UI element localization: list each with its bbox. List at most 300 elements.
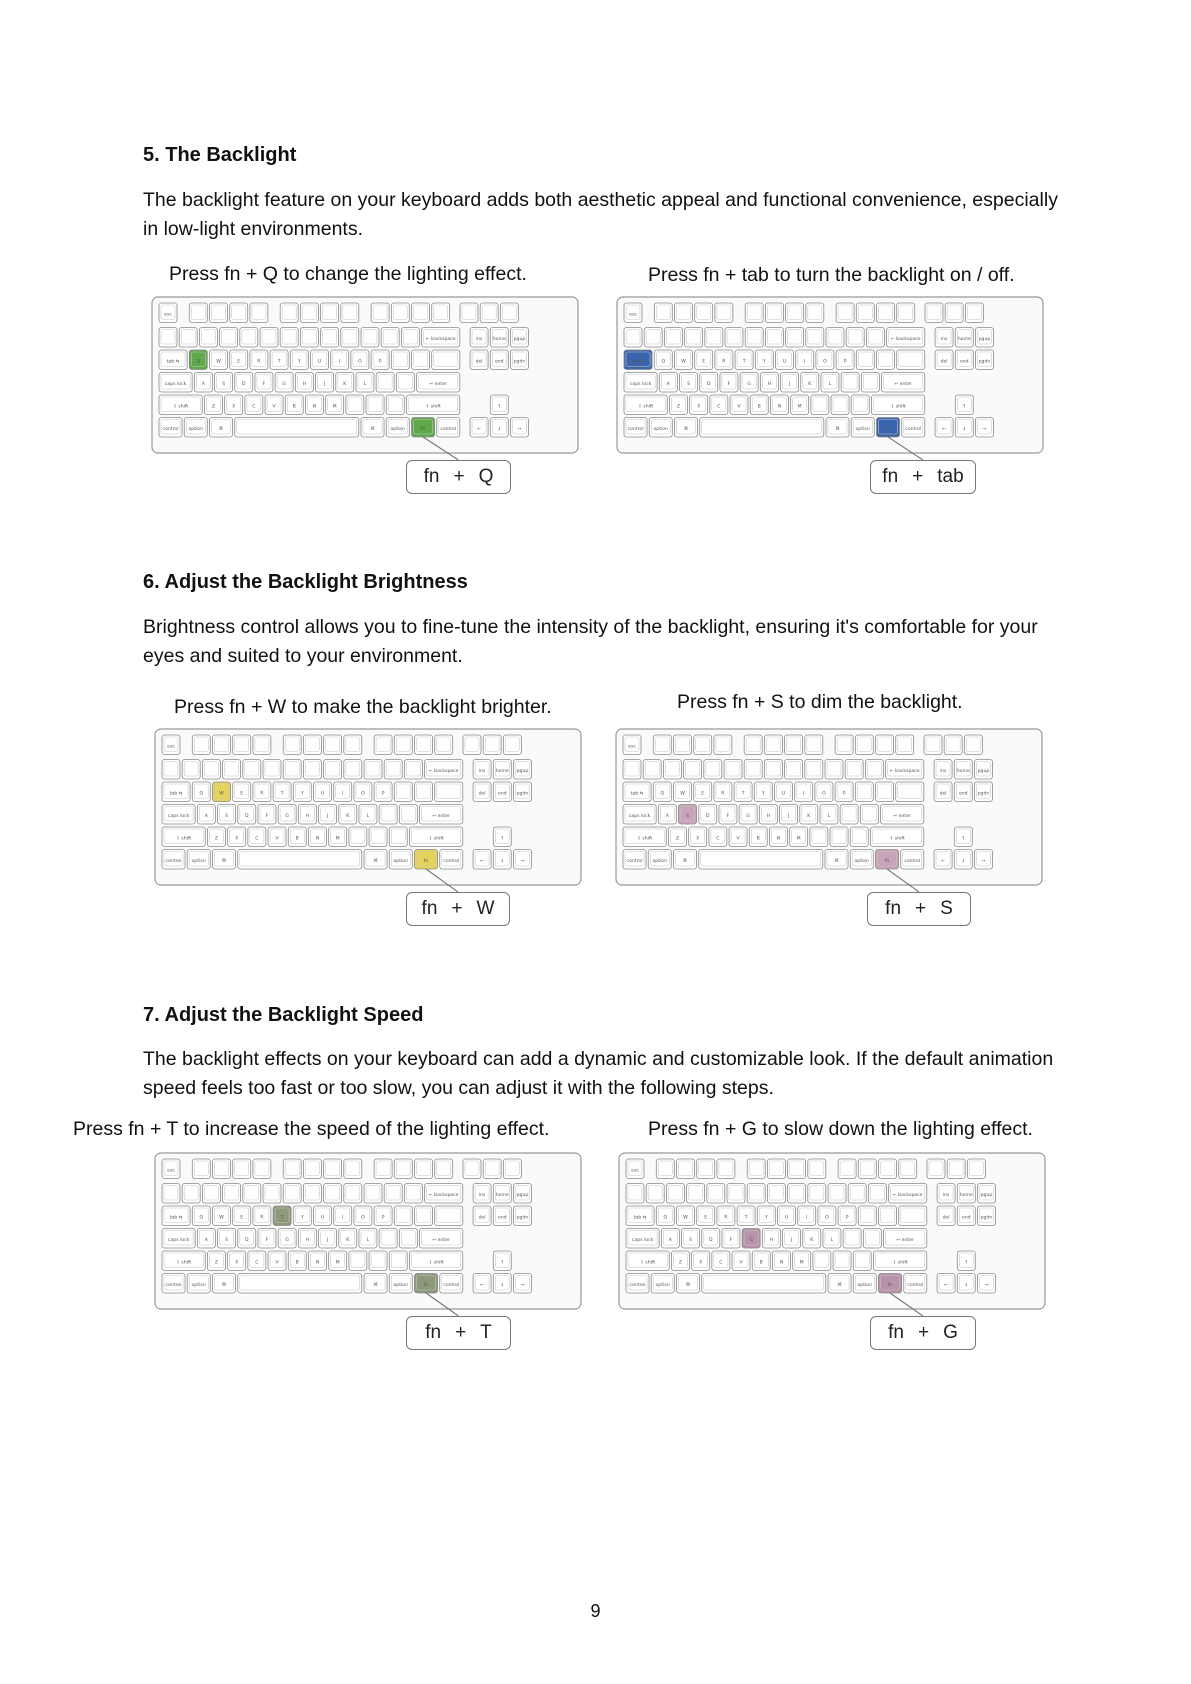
keycap (656, 1206, 674, 1226)
keycap (935, 418, 953, 438)
svg-text:L: L (827, 813, 831, 819)
keycap (334, 782, 352, 802)
svg-text:control: control (905, 426, 922, 432)
keycap (965, 303, 983, 323)
keycap (896, 782, 924, 802)
svg-text:T: T (280, 791, 284, 797)
keycap (937, 1184, 955, 1204)
svg-text:⌘: ⌘ (685, 1282, 691, 1288)
keycap (967, 1159, 985, 1179)
keycap (785, 735, 803, 755)
keycap (682, 1229, 700, 1249)
keycap (977, 1274, 995, 1294)
keycap (513, 1184, 531, 1204)
keycap (324, 760, 342, 780)
svg-text:⌘: ⌘ (683, 426, 689, 432)
keycap (493, 1184, 511, 1204)
svg-text:N: N (312, 404, 317, 410)
keycap (675, 418, 698, 438)
svg-text:← backspace: ← backspace (425, 336, 456, 342)
svg-text:esc: esc (629, 312, 637, 318)
keycap (359, 1229, 377, 1249)
keycap (404, 760, 422, 780)
keycap (669, 395, 687, 415)
section-5-heading: 5. The Backlight (143, 144, 297, 166)
svg-text:S: S (689, 1237, 693, 1243)
keycap (850, 850, 873, 870)
keycap (722, 1229, 740, 1249)
keycap (735, 350, 753, 370)
keycap (215, 373, 233, 393)
keycap (897, 350, 925, 370)
keycap (298, 1229, 316, 1249)
svg-text:U: U (782, 359, 787, 365)
svg-text:←: ← (942, 426, 947, 432)
keycap (776, 350, 794, 370)
keycap (675, 303, 693, 323)
keycap (480, 303, 498, 323)
keyboard-svg (615, 728, 1043, 886)
keycap (280, 303, 298, 323)
keycap (793, 1251, 811, 1271)
keycap (354, 782, 372, 802)
keycap (957, 1274, 975, 1294)
keycap (248, 827, 266, 847)
svg-text:F: F (727, 381, 731, 387)
keycap (493, 827, 511, 847)
keycap (754, 782, 772, 802)
svg-text:E: E (237, 359, 241, 365)
keycap (843, 1229, 861, 1249)
keycap (187, 850, 210, 870)
svg-text:tab ⇆: tab ⇆ (631, 359, 645, 365)
svg-text:esc: esc (631, 1168, 639, 1174)
keycap (324, 1159, 342, 1179)
svg-text:↵ enter: ↵ enter (432, 1237, 450, 1243)
svg-text:M: M (797, 404, 802, 410)
keycap (273, 782, 291, 802)
svg-text:O: O (361, 1215, 365, 1221)
keycap (162, 735, 180, 755)
svg-text:del: del (475, 359, 483, 365)
keycap (253, 1206, 271, 1226)
keycap (192, 1159, 210, 1179)
keycap (394, 1206, 412, 1226)
keycap (258, 805, 276, 825)
keycap (412, 303, 430, 323)
svg-text:option: option (393, 1282, 409, 1288)
svg-text:J: J (790, 1237, 793, 1243)
svg-text:N: N (777, 404, 782, 410)
keycap (238, 850, 362, 870)
svg-text:K: K (808, 381, 812, 387)
key-combo-fn-q (406, 460, 511, 494)
svg-text:control: control (165, 1282, 182, 1288)
svg-text:R: R (260, 791, 264, 797)
keyboard-diagram-fn-g (618, 1152, 1046, 1310)
svg-text:S: S (222, 381, 226, 387)
keycap (283, 1184, 301, 1204)
keycap (744, 735, 762, 755)
keycap (626, 1206, 654, 1226)
keycap (954, 782, 972, 802)
keycap (730, 395, 748, 415)
keycap (349, 1251, 367, 1271)
svg-text:C: C (255, 1260, 259, 1266)
keycap (705, 328, 723, 348)
keycap (162, 1206, 190, 1226)
caption-fn-tab: Press fn + tab to turn the backlight on / off. (648, 264, 1015, 286)
keycap (762, 1229, 780, 1249)
keycap (260, 328, 278, 348)
svg-text:E: E (701, 791, 705, 797)
svg-text:pgdn: pgdn (516, 791, 529, 797)
keyboard-diagram-fn-s (615, 728, 1043, 886)
keycap (788, 1184, 806, 1204)
svg-text:←: ← (480, 858, 485, 864)
svg-text:Q: Q (199, 791, 204, 797)
svg-text:caps lock: caps lock (164, 381, 187, 387)
keycap (473, 850, 491, 870)
keycap (265, 395, 283, 415)
keycap (755, 350, 773, 370)
svg-text:⌘: ⌘ (373, 1282, 378, 1288)
keycap (974, 850, 992, 870)
keycap (334, 1206, 352, 1226)
svg-text:home: home (495, 1192, 509, 1198)
svg-text:⌘: ⌘ (218, 426, 224, 432)
keycap (305, 395, 323, 415)
keycap (934, 782, 952, 802)
keycap (179, 328, 197, 348)
keycap (717, 1159, 735, 1179)
keycap (858, 1206, 876, 1226)
keycap (781, 373, 799, 393)
svg-text:control: control (627, 426, 644, 432)
svg-text:W: W (683, 1215, 688, 1221)
keycap (213, 782, 231, 802)
svg-text:control: control (162, 426, 179, 432)
keycap (877, 418, 900, 438)
svg-text:S: S (225, 1237, 229, 1243)
keycap (490, 418, 508, 438)
keycap (732, 1251, 750, 1271)
keycap (675, 350, 693, 370)
keycap (225, 395, 243, 415)
svg-text:K: K (346, 813, 350, 819)
svg-text:control: control (629, 1282, 646, 1288)
keycap (810, 827, 828, 847)
keycap (354, 1206, 372, 1226)
keycap (674, 782, 692, 802)
keycap (213, 1159, 231, 1179)
keycap (796, 350, 814, 370)
keycap (493, 1274, 511, 1294)
keycap (412, 418, 435, 438)
svg-text:Y: Y (761, 791, 765, 797)
keycap (213, 735, 231, 755)
svg-text:↵ enter: ↵ enter (893, 813, 911, 819)
keycap (513, 1274, 531, 1294)
svg-text:caps lock: caps lock (167, 813, 190, 819)
keycap (805, 735, 823, 755)
svg-text:D: D (706, 381, 711, 387)
keycap (268, 1251, 286, 1271)
svg-text:W: W (219, 791, 224, 797)
svg-text:B: B (759, 1260, 763, 1266)
keycap (767, 1159, 785, 1179)
svg-text:←: ← (477, 426, 482, 432)
keycap (974, 760, 992, 780)
keycap (371, 303, 389, 323)
svg-text:X: X (696, 836, 700, 842)
svg-text:⇧ shift: ⇧ shift (890, 404, 906, 410)
svg-text:J: J (788, 381, 791, 387)
keycap (379, 805, 397, 825)
keycap (202, 1184, 220, 1204)
keycap (661, 1229, 679, 1249)
svg-text:A: A (665, 813, 669, 819)
keycap (278, 1229, 296, 1249)
keycap (945, 303, 963, 323)
svg-text:J: J (787, 813, 790, 819)
keycap (503, 1159, 521, 1179)
svg-text:↓: ↓ (500, 1282, 505, 1288)
keycap (250, 303, 268, 323)
keycap (750, 395, 768, 415)
keycap (714, 782, 732, 802)
keycap (831, 395, 849, 415)
keycap (210, 303, 228, 323)
keycap (795, 782, 813, 802)
section-5-paragraph: The backlight feature on your keyboard adds both aesthetic appeal and functional convenience, especially in low-light environments. (143, 189, 1058, 240)
keycap (162, 1251, 205, 1271)
keycap (860, 805, 878, 825)
keycap (192, 1206, 210, 1226)
svg-text:X: X (235, 836, 239, 842)
keycap (389, 1251, 407, 1271)
svg-text:P: P (381, 791, 385, 797)
keycap (841, 373, 859, 393)
keycap (394, 735, 412, 755)
keycap (187, 1274, 210, 1294)
keycap (643, 760, 661, 780)
keycap (248, 1251, 266, 1271)
svg-text:pgup: pgup (978, 336, 991, 342)
keycap (820, 805, 838, 825)
svg-text:caps lock: caps lock (631, 1237, 654, 1243)
svg-text:F: F (262, 381, 266, 387)
keycap (463, 735, 481, 755)
keycap (884, 1229, 927, 1249)
keycap (648, 850, 671, 870)
svg-text:U: U (784, 1215, 789, 1221)
svg-text:J: J (326, 1237, 329, 1243)
svg-text:V: V (272, 404, 276, 410)
keycap (720, 373, 738, 393)
keycap (770, 395, 788, 415)
keycap (870, 827, 923, 847)
svg-text:V: V (737, 404, 741, 410)
keyboard-diagram-fn-w (154, 728, 582, 886)
keycap (623, 760, 641, 780)
keycap (626, 1184, 644, 1204)
keycap (194, 373, 212, 393)
svg-text:↑: ↑ (500, 836, 505, 842)
keycap (767, 1184, 785, 1204)
keycap (213, 850, 236, 870)
keycap (818, 1206, 836, 1226)
keycap (624, 328, 642, 348)
keycap (432, 303, 450, 323)
keycap (425, 1184, 463, 1204)
keycap (202, 760, 220, 780)
keycap (283, 760, 301, 780)
svg-text:→: → (517, 426, 522, 432)
keycap (737, 1206, 755, 1226)
keycap (689, 827, 707, 847)
svg-text:D: D (244, 813, 249, 819)
keycap (344, 760, 362, 780)
svg-text:⇧ shift: ⇧ shift (173, 404, 189, 410)
keycap (513, 760, 531, 780)
caption-fn-s: Press fn + S to dim the backlight. (677, 691, 963, 713)
svg-text:Z: Z (678, 1260, 683, 1266)
svg-text:Y: Y (300, 1215, 304, 1221)
svg-text:⇧ shift: ⇧ shift (428, 1260, 444, 1266)
keyboard-diagram-fn-q (151, 296, 579, 454)
keycap (285, 395, 303, 415)
keycap (623, 735, 641, 755)
svg-text:Z: Z (214, 836, 219, 842)
keycap (825, 850, 848, 870)
svg-text:Y: Y (297, 359, 301, 365)
svg-text:tab ⇆: tab ⇆ (630, 791, 644, 797)
keycap (879, 1274, 902, 1294)
svg-text:↵ enter: ↵ enter (894, 381, 912, 387)
keycap (207, 827, 225, 847)
keycap (826, 328, 844, 348)
keycap (674, 735, 692, 755)
keycap (876, 850, 899, 870)
svg-text:J: J (326, 813, 329, 819)
keycap (791, 395, 809, 415)
svg-text:Q: Q (199, 1215, 204, 1221)
svg-text:pgup: pgup (513, 336, 526, 342)
combo-plus: + (451, 898, 463, 919)
keycap (384, 1184, 402, 1204)
keycap (623, 850, 646, 870)
keycap (162, 760, 180, 780)
svg-text:⇧ shift: ⇧ shift (428, 836, 444, 842)
keycap (798, 1206, 816, 1226)
keycap (955, 418, 973, 438)
keycap (376, 373, 394, 393)
keycap (268, 827, 286, 847)
keycap (717, 1206, 735, 1226)
keycap (238, 1274, 362, 1294)
keycap (845, 760, 863, 780)
keycap (666, 1184, 684, 1204)
svg-text:N: N (776, 836, 781, 842)
keycap (742, 1229, 760, 1249)
section-6-heading: 6. Adjust the Backlight Brightness (143, 571, 468, 593)
keycap (901, 850, 924, 870)
keycap (790, 827, 808, 847)
svg-text:del: del (940, 359, 948, 365)
keycap (654, 303, 672, 323)
keycap (927, 1159, 945, 1179)
keycap (935, 350, 953, 370)
svg-text:Z: Z (211, 404, 216, 410)
svg-text:A: A (204, 813, 208, 819)
keycap (341, 303, 359, 323)
keycap (924, 735, 942, 755)
svg-text:option: option (857, 1282, 873, 1288)
svg-text:K: K (346, 1237, 350, 1243)
keycap (339, 1229, 357, 1249)
keycap (288, 827, 306, 847)
keycap (369, 1251, 387, 1271)
svg-text:I: I (339, 359, 341, 365)
keycap (803, 1229, 821, 1249)
keycap (270, 350, 288, 370)
keycap (314, 782, 332, 802)
keycap (886, 760, 924, 780)
keycap (253, 1159, 271, 1179)
keycap (339, 805, 357, 825)
keycap (925, 303, 943, 323)
key-combo-fn-tab (870, 460, 976, 494)
keycap (764, 760, 782, 780)
svg-text:del: del (939, 791, 947, 797)
keycap (374, 1159, 392, 1179)
svg-text:B: B (295, 836, 299, 842)
keycap (513, 1206, 531, 1226)
svg-text:T: T (741, 791, 745, 797)
keycap (944, 735, 962, 755)
keycap (303, 1184, 321, 1204)
keycap (253, 735, 271, 755)
svg-text:Q: Q (660, 791, 665, 797)
svg-text:↵ enter: ↵ enter (429, 381, 447, 387)
keycap (687, 1184, 705, 1204)
svg-text:↑: ↑ (964, 1260, 969, 1266)
keycap (674, 850, 697, 870)
keycap (626, 1274, 649, 1294)
keycap (697, 1159, 715, 1179)
combo-key-g: G (943, 1322, 958, 1343)
svg-text:ins: ins (940, 336, 948, 342)
keycap (855, 782, 873, 802)
keycap (351, 350, 369, 370)
svg-text:← backspace: ← backspace (892, 1192, 923, 1198)
svg-text:↑: ↑ (962, 404, 967, 410)
keycap (677, 1274, 700, 1294)
keycap (437, 418, 460, 438)
svg-text:U: U (317, 359, 322, 365)
keycap (734, 782, 752, 802)
keycap (473, 1184, 491, 1204)
keycap (752, 1251, 770, 1271)
keycap (745, 303, 763, 323)
keycap (321, 303, 339, 323)
svg-text:U: U (781, 791, 786, 797)
keycap (699, 850, 823, 870)
svg-text:⌘: ⌘ (834, 858, 839, 864)
svg-text:H: H (305, 813, 310, 819)
keycap (422, 328, 460, 348)
